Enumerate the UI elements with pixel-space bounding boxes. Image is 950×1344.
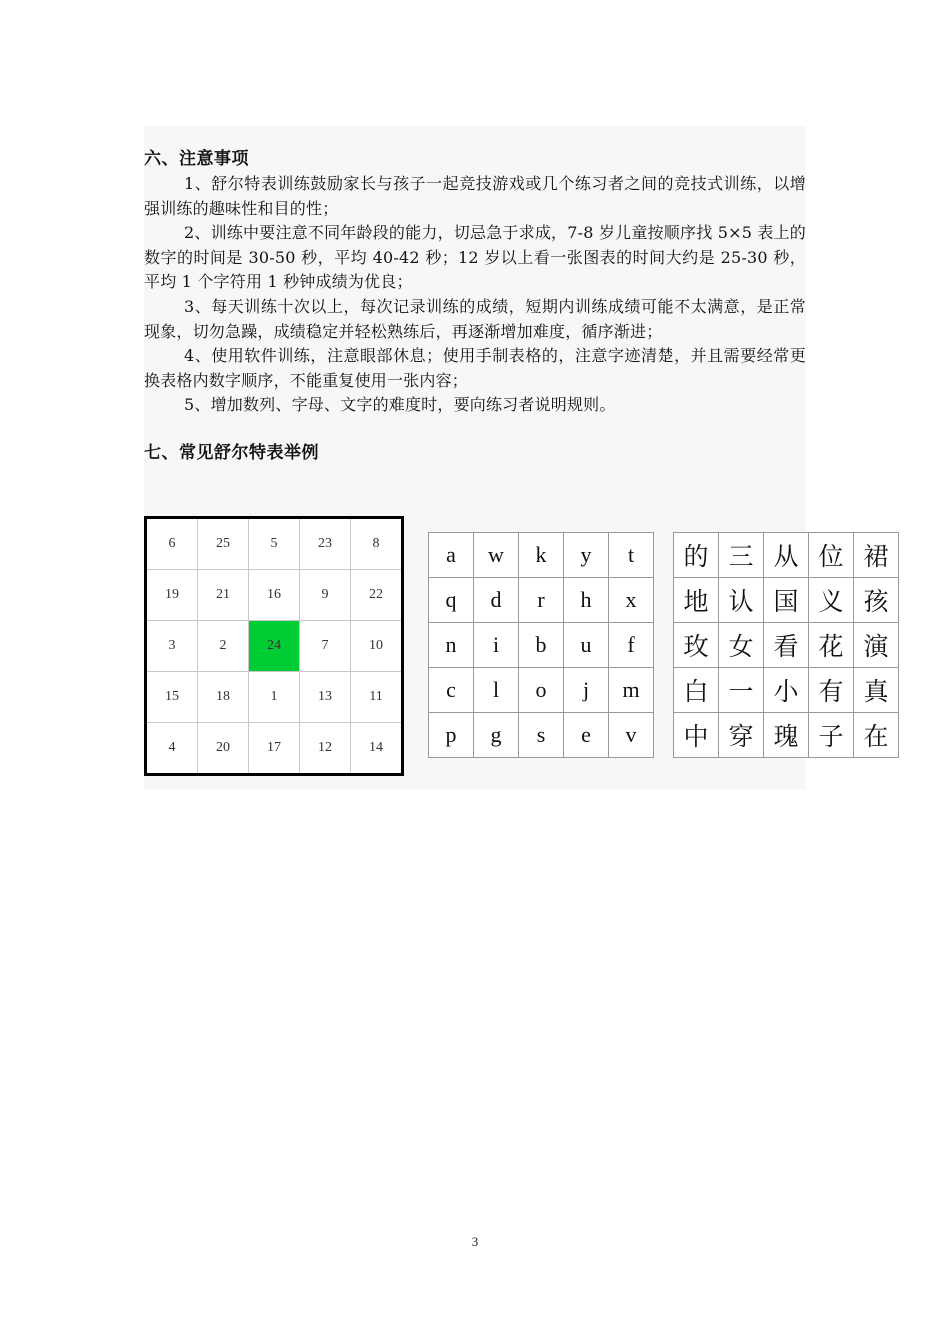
table-row [146,672,403,723]
page-number: 3 [471,1234,479,1249]
table-cell: 的 [674,533,719,578]
table-cell: 18 [198,672,249,723]
table-cell: e [564,713,609,758]
table-cell: 11 [351,672,403,723]
table-cell: 13 [300,672,351,723]
table-cell: s [519,713,564,758]
paragraph-2: 2、训练中要注意不同年龄段的能力，切忌急于求成，7-8 岁儿童按顺序找 5×5 表上的数字的时间是 30-50 秒，平均 40-42 秒；12 岁以上看一张图表的时间大约是 25-30 秒，平均 1 个字符用 1 秒钟成绩为优良； [144,223,806,292]
table-cell: 从 [764,533,809,578]
number-schulte-table [144,516,404,776]
table-cell: m [609,668,654,713]
table-cell: 女 [719,623,764,668]
table-row [429,713,654,758]
table-row [146,518,403,570]
table-cell: 看 [764,623,809,668]
table-cell: v [609,713,654,758]
paragraph-3: 3、每天训练十次以上，每次记录训练的成绩，短期内训练成绩可能不太满意，是正常现象，切勿急躁，成绩稳定并轻松熟练后，再逐渐增加难度，循序渐进； [144,296,806,341]
paragraph-4: 4、使用软件训练，注意眼部休息；使用手制表格的，注意字迹清楚，并且需要经常更换表格内数字顺序，不能重复使用一张内容； [144,346,806,390]
table-cell: n [429,623,474,668]
table-cell: 在 [854,713,899,758]
table-cell: r [519,578,564,623]
table-cell: g [474,713,519,758]
table-cell: 16 [249,570,300,621]
table-cell: 瑰 [764,713,809,758]
table-cell: 有 [809,668,854,713]
table-cell: 真 [854,668,899,713]
table-cell: f [609,623,654,668]
table-cell: 义 [809,578,854,623]
table-row [146,723,403,775]
table-cell: 白 [674,668,719,713]
table-cell: 6 [146,518,198,570]
table-cell: 8 [351,518,403,570]
table-cell: 玫 [674,623,719,668]
table-cell: x [609,578,654,623]
table-row [674,623,899,668]
table-row [429,578,654,623]
table-cell: 9 [300,570,351,621]
table-row [146,621,403,672]
table-row [674,578,899,623]
table-cell: 12 [300,723,351,775]
section-heading-examples: 七、常见舒尔特表举例 [144,442,319,463]
table-cell: w [474,533,519,578]
table-cell: 7 [300,621,351,672]
table-cell: j [564,668,609,713]
character-schulte-table [673,532,899,758]
table-cell: i [474,623,519,668]
table-row [429,623,654,668]
table-cell: d [474,578,519,623]
table-cell: b [519,623,564,668]
table-cell: 1 [249,672,300,723]
table-cell: 认 [719,578,764,623]
table-row [674,533,899,578]
table-cell: c [429,668,474,713]
table-cell: 三 [719,533,764,578]
table-cell: 孩 [854,578,899,623]
table-cell: p [429,713,474,758]
table-cell: 4 [146,723,198,775]
table-cell: 17 [249,723,300,775]
table-cell: 21 [198,570,249,621]
paragraph-5: 5、增加数列、字母、文字的难度时，要向练习者说明规则。 [184,395,616,415]
paragraph-1: 1、舒尔特表训练鼓励家长与孩子一起竞技游戏或几个练习者之间的竞技式训练，以增强训练的趣味性和目的性； [144,174,806,218]
table-cell: 22 [351,570,403,621]
table-cell: a [429,533,474,578]
table-cell: 子 [809,713,854,758]
table-cell: 穿 [719,713,764,758]
table-cell: 3 [146,621,198,672]
table-row [674,713,899,758]
table-row [674,668,899,713]
table-cell: 国 [764,578,809,623]
table-cell: k [519,533,564,578]
table-cell: 中 [674,713,719,758]
table-cell: 5 [249,518,300,570]
table-row [429,533,654,578]
table-cell: 位 [809,533,854,578]
table-cell: q [429,578,474,623]
table-cell: 演 [854,623,899,668]
table-cell: 地 [674,578,719,623]
highlighted-cell: 24 [249,621,300,672]
table-cell: 14 [351,723,403,775]
page-content [144,146,806,466]
table-cell: 2 [198,621,249,672]
table-cell: t [609,533,654,578]
table-cell: 裙 [854,533,899,578]
table-cell: l [474,668,519,713]
table-cell: 一 [719,668,764,713]
table-cell: o [519,668,564,713]
table-cell: h [564,578,609,623]
table-cell: 小 [764,668,809,713]
table-cell: 19 [146,570,198,621]
table-row [146,570,403,621]
table-cell: 15 [146,672,198,723]
schulte-table-examples [144,516,904,786]
table-cell: y [564,533,609,578]
section-heading-precautions: 六、注意事项 [144,149,249,169]
table-cell: 花 [809,623,854,668]
table-cell: 20 [198,723,249,775]
table-cell: u [564,623,609,668]
letter-schulte-table [428,532,654,758]
table-cell: 23 [300,518,351,570]
table-cell: 10 [351,621,403,672]
table-cell: 25 [198,518,249,570]
table-row [429,668,654,713]
